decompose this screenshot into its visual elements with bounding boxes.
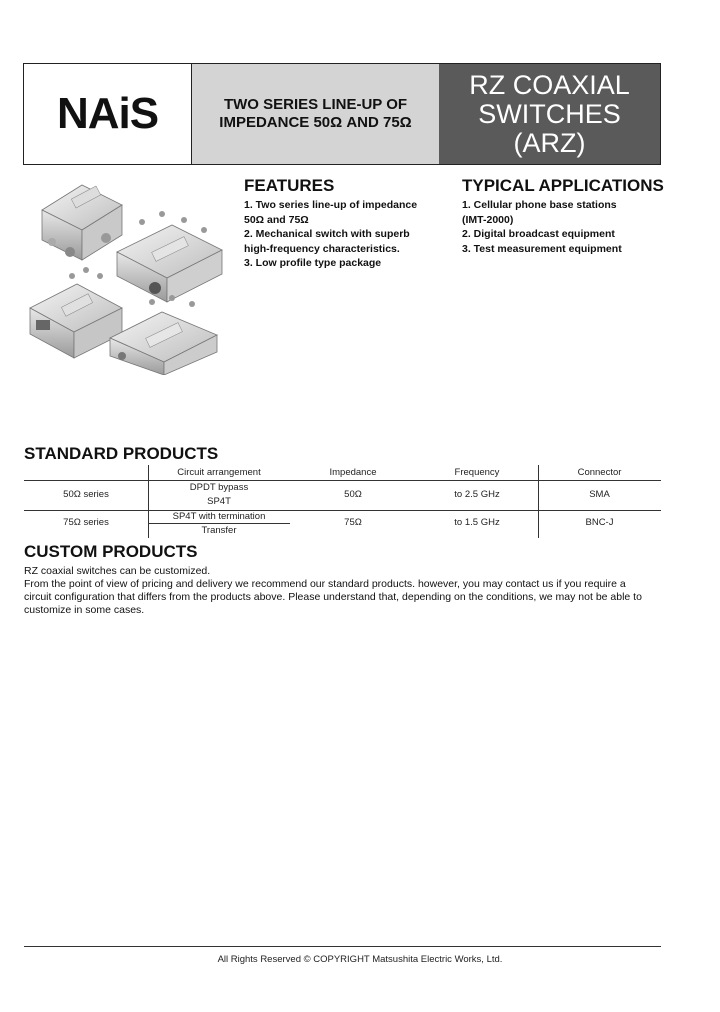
- table-rule-top: [24, 480, 661, 481]
- footer-rule: [24, 946, 661, 947]
- custom-line-2: From the point of view of pricing and delivery we recommend our standard products. however, you may contact us if you require a: [24, 578, 626, 590]
- custom-products-heading: CUSTOM PRODUCTS: [24, 542, 198, 561]
- row2-circuit-2: Transfer: [201, 525, 237, 536]
- features-list: [244, 198, 449, 271]
- footer-copyright: All Rights Reserved © COPYRIGHT Matsushita Electric Works, Ltd.: [217, 954, 503, 965]
- logo-cell: [24, 64, 192, 164]
- subtitle-line-1: TWO SERIES LINE-UP OF: [223, 96, 408, 113]
- row2-connector: BNC-J: [585, 517, 614, 528]
- applications-line-1: 1. Cellular phone base stations: [462, 199, 617, 211]
- subtitle-cell: [192, 64, 439, 164]
- nais-logo: NAiS: [56, 89, 159, 138]
- row1-frequency: to 2.5 GHz: [454, 489, 500, 500]
- custom-line-1: RZ coaxial switches can be customized.: [24, 565, 211, 577]
- features-line-5: 3. Low profile type package: [244, 257, 382, 269]
- subtitle-line-2: IMPEDANCE 50Ω AND 75Ω: [219, 114, 412, 131]
- row1-circuit-2: SP4T: [207, 496, 231, 507]
- row2-frequency: to 1.5 GHz: [454, 517, 500, 528]
- row1-circuit-1: DPDT bypass: [189, 482, 249, 493]
- switch-unit-3: [30, 267, 122, 358]
- standard-products-table: [24, 465, 661, 545]
- custom-products-text: [24, 565, 674, 617]
- header-band: [23, 63, 661, 165]
- row2-impedance: 75Ω: [344, 517, 362, 528]
- col-header-connector: Connector: [577, 467, 622, 478]
- product-photo: [22, 180, 232, 375]
- row1-connector: SMA: [589, 489, 610, 500]
- row2-series: 75Ω series: [63, 517, 109, 528]
- row2-circuit-1: SP4T with termination: [172, 511, 266, 522]
- features-line-2: 50Ω and 75Ω: [244, 213, 309, 226]
- features-line-4: high-frequency characteristics.: [244, 242, 400, 255]
- switch-unit-2: [117, 211, 222, 302]
- title-line-3: (ARZ): [513, 127, 586, 158]
- applications-line-3: 2. Digital broadcast equipment: [462, 228, 615, 240]
- row1-impedance: 50Ω: [344, 489, 362, 500]
- features-line-3: 2. Mechanical switch with superb: [244, 228, 410, 240]
- title-line-2: SWITCHES: [478, 98, 621, 129]
- applications-list: [462, 198, 662, 256]
- features-heading: FEATURES: [244, 176, 335, 195]
- switch-unit-1: [42, 185, 122, 260]
- col-header-frequency: Frequency: [454, 467, 500, 478]
- applications-heading: TYPICAL APPLICATIONS: [462, 176, 664, 195]
- col-header-impedance: Impedance: [329, 467, 377, 478]
- custom-line-3: circuit configuration that differs from the products above. Please understand that, depending on the conditions, we may not be able to: [24, 591, 642, 603]
- title-line-1: RZ COAXIAL: [469, 69, 630, 100]
- applications-line-2: (IMT-2000): [462, 213, 514, 226]
- custom-line-4: customize in some cases.: [24, 604, 145, 616]
- title-cell: [439, 64, 660, 164]
- applications-line-4: 3. Test measurement equipment: [462, 242, 622, 255]
- row1-series: 50Ω series: [63, 489, 109, 500]
- standard-products-heading: STANDARD PRODUCTS: [24, 444, 219, 463]
- table-rule-sub: [148, 523, 290, 524]
- features-line-1: 1. Two series line-up of impedance: [244, 199, 418, 211]
- table-rule-mid: [24, 510, 661, 511]
- switch-unit-4: [110, 295, 217, 375]
- col-header-circuit: Circuit arrangement: [177, 467, 261, 478]
